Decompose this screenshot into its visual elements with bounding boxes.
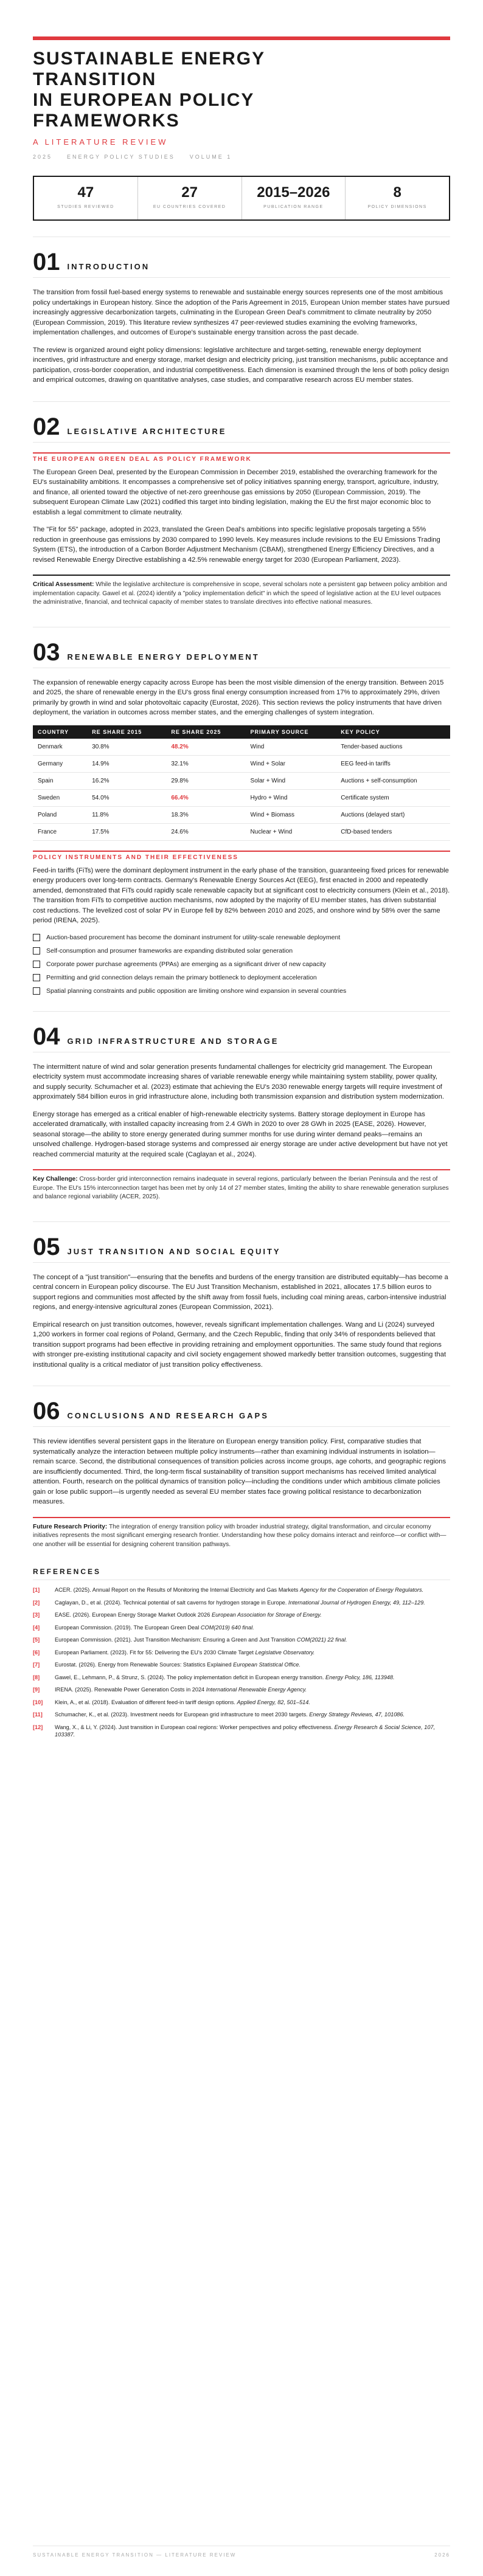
reference-item [33,1699,450,1707]
subsection-heading: POLICY INSTRUMENTS AND THEIR EFFECTIVENESS [33,851,450,861]
table-cell: 11.8% [87,806,166,823]
reference-venue: COM(2021) 22 final. [296,1637,347,1643]
checklist-item [33,987,450,995]
checkbox[interactable] [33,934,40,941]
findings-checklist [33,933,450,995]
reference-item [33,1724,450,1739]
checkbox[interactable] [33,974,40,981]
checklist-text: Auction-based procurement has become the dominant instrument for utility-scale renewable deployment [46,933,341,941]
table-cell: 24.6% [166,823,245,840]
column-header: RE SHARE 2025 [166,725,245,739]
reference-authors: European Commission. (2021). [55,1637,133,1643]
checklist-text: Self-consumption and prosumer frameworks are expanding distributed solar generation [46,947,293,955]
reference-number: [5] [33,1637,40,1643]
reference-text [55,1649,450,1657]
top-accent-rule [33,36,450,40]
title-line: FRAMEWORKS [33,111,180,131]
stat-value: 8 [393,184,401,201]
reference-authors: Schumacher, K., et al. (2023). [55,1711,129,1718]
table-cell: 54.0% [87,789,166,806]
column-header: COUNTRY [33,725,87,739]
reference-item [33,1636,450,1644]
section-heading [33,1235,450,1263]
table-row [33,772,450,789]
reference-number: [8] [33,1674,40,1680]
table-cell: Germany [33,755,87,772]
reference-item [33,1711,450,1719]
stat-range [242,177,346,219]
paragraph: Feed-in tariffs (FiTs) were the dominant deployment instrument in the early phase of the transition, guaranteeing fixed prices for renewable energy producers over long-term contracts. Germany's Renewable Energy Sources Act (EEG), first enacted in 2000 and repeatedly amended, demonstrated that FiTs could rapidly scale renewable capacity but at significant cost to electricity consumers (Klein et al., 2018). The transition from FiTs to competitive auction mechanisms, now adopted by the majority of EU member states, has driven substantial cost reductions. The levelized cost of solar PV in Europe fell by 82% between 2010 and 2025, and onshore wind by 58% over the same period (IRENA, 2025). [33,866,450,924]
table-header-row [33,725,450,739]
reference-authors: IRENA. (2025). [55,1687,93,1693]
reference-item [33,1649,450,1657]
table-cell: Auctions (delayed start) [336,806,450,823]
table-cell: Nuclear + Wind [246,823,336,840]
references-title: REFERENCES [33,1567,450,1580]
paragraph: The expansion of renewable energy capacity across Europe has been the most visible dimension of the energy transition. Between 2015 and 2025, the share of renewable energy in the EU's gross final energy consumption increased from 17% to approximately 29%, driven primarily by growth in wind and solar photovoltaic capacity (Eurostat, 2026). This section reviews the policy instruments that have driven deployment, the variation in outcomes across member states, and the emerging challenges of system integration. [33,679,444,716]
section-number: 04 [33,1023,60,1050]
reference-venue: Energy Policy, 186, 113948. [325,1674,395,1680]
table-cell: EEG feed-in tariffs [336,755,450,772]
checklist-item [33,933,450,942]
checklist-text: Permitting and grid connection delays remain the primary bottleneck to deployment acceleration [46,973,317,981]
reference-number: [9] [33,1687,40,1693]
table-cell: France [33,823,87,840]
reference-text [55,1586,450,1594]
table-row [33,823,450,840]
table-cell: 29.8% [166,772,245,789]
document-meta [33,154,450,160]
page-footer [33,2546,450,2558]
table-cell: Tender-based auctions [336,739,450,756]
table-row [33,789,450,806]
stat-value: 2015–2026 [257,184,330,201]
section-title: RENEWABLE ENERGY DEPLOYMENT [67,652,260,661]
stat-label: PUBLICATION RANGE [263,205,324,209]
callout-label: Key Challenge: [33,1176,78,1183]
reference-title: Just Transition Mechanism: Ensuring a Green and Just Transition [133,1637,296,1643]
reference-venue: International Journal of Hydrogen Energy, 49, 112–129. [288,1599,425,1606]
column-header: RE SHARE 2015 [87,725,166,739]
stat-countries [138,177,242,219]
reference-title: European Energy Storage Market Outlook 2026 [92,1612,210,1618]
future-research-callout [33,1517,450,1553]
reference-authors: European Parliament. (2023). [55,1649,128,1656]
paragraph: The transition from fossil fuel-based energy systems to renewable and sustainable energy sources represents one of the most ambitious policy undertakings in European history. Since the adoption of the Paris Agreement in 2015, European Union member states have pursued increasingly aggressive decarbonization targets, culminating in the European Green Deal's commitment to climate neutrality by 2050 (European Commission, 2019). This literature review synthesizes 47 peer-reviewed studies examining the evolving frameworks, implementation challenges, and outcomes of Europe's sustainable energy transition across the past decade. [33,289,450,336]
key-challenge-callout [33,1169,450,1206]
section-just-transition [33,1235,450,1370]
title-line: IN EUROPEAN POLICY [33,90,255,110]
table-cell: 16.2% [87,772,166,789]
section-renewable-deployment [33,638,450,995]
reference-number: [3] [33,1612,40,1618]
table-row [33,739,450,756]
reference-venue: Energy Strategy Reviews, 47, 101086. [309,1711,405,1718]
section-heading [33,415,450,443]
reference-item [33,1586,450,1594]
stat-label: EU COUNTRIES COVERED [153,205,226,209]
paragraph: The review is organized around eight policy dimensions: legislative architecture and target-setting, renewable energy deployment incentives, grid infrastructure and energy storage, market design and electricity pricing, just transition mechanisms, public acceptance and participation, cross-border cooperation, and industrial competitiveness. Each dimension is examined through the lens of both policy design and empirical outcomes, drawing on quantitative analyses, case studies, and comparative research across EU member states. [33,346,450,384]
section-number: 05 [33,1233,60,1260]
reference-text [55,1674,450,1682]
stat-label: POLICY DIMENSIONS [367,205,427,209]
stat-dimensions [346,177,449,219]
table-cell: Sweden [33,789,87,806]
reference-number: [6] [33,1649,40,1656]
checklist-text: Corporate power purchase agreements (PPAs) are emerging as a significant driver of new capacity [46,960,326,968]
checkbox[interactable] [33,947,40,955]
reference-title: Annual Report on the Results of Monitoring the Internal Electricity and Gas Markets [92,1587,299,1593]
checkbox[interactable] [33,987,40,995]
table-cell: Poland [33,806,87,823]
table-cell: 17.5% [87,823,166,840]
reference-text [55,1686,450,1694]
subsection-heading: THE EUROPEAN GREEN DEAL AS POLICY FRAMEWORK [33,452,450,463]
reference-authors: European Commission. (2019). [55,1624,133,1631]
reference-number: [10] [33,1699,43,1705]
title-line: TRANSITION [33,69,157,89]
reference-item [33,1599,450,1607]
document-title [33,49,450,131]
section-title: LEGISLATIVE ARCHITECTURE [67,426,227,436]
section-heading [33,1400,450,1427]
column-header: PRIMARY SOURCE [246,725,336,739]
reference-authors: Caglayan, D., et al. (2024). [55,1599,122,1606]
meta-series: ENERGY POLICY STUDIES [67,154,175,160]
callout-label: Critical Assessment: [33,581,94,588]
reference-text [55,1624,450,1632]
table-row [33,806,450,823]
paragraph: Empirical research on just transition outcomes, however, reveals significant implementation challenges. Wang and Li (2024) surveyed 1,200 workers in former coal regions of Poland, Germany, and the Czech Republic, finding that only 34% of respondents believed that transition support programs had been effective in providing retraining and employment opportunities. The same study found that regions with stronger pre-existing institutional capacity and civil society engagement showed markedly better transition outcomes, suggesting that institutional quality is a critical mediator of just transition policy effectiveness. [33,1321,447,1369]
footer-year: 2026 [434,2552,450,2558]
reference-title: Technical potential of salt caverns for hydrogen storage in Europe. [123,1599,287,1606]
table-cell: Certificate system [336,789,450,806]
section-title: INTRODUCTION [67,262,150,271]
reference-item [33,1624,450,1632]
callout-text: Cross-border grid interconnection remains inadequate in several regions, particularly between the Iberian Peninsula and the rest of Europe. The EU's 15% interconnection target has been met by only 14 of 27 member states, limiting the ability to share renewable generation surpluses and balance regional variability (ACER, 2025). [33,1176,449,1200]
table-cell: Spain [33,772,87,789]
paragraph: The concept of a "just transition"—ensuring that the benefits and burdens of the energy transition are distributed equitably—has become a central concern in European policy discourse. The EU Just Transition Mechanism, established in 2021, allocates 17.5 billion euros to support regions and communities most affected by the shift away from fossil fuels, including coal mining areas, carbon-intensive industrial regions, and energy-intensive agricultural zones (European Commission, 2021). [33,1273,448,1311]
footer-title: SUSTAINABLE ENERGY TRANSITION — LITERATURE REVIEW [33,2552,237,2558]
reference-venue: European Association for Storage of Energy. [211,1612,322,1618]
stat-value: 47 [77,184,94,201]
reference-text [55,1699,450,1707]
callout-text: While the legislative architecture is comprehensive in scope, several scholars note a persistent gap between policy ambition and implementation capacity. Gawel et al. (2024) identify a "policy implementation deficit" in which the speed of legislative action at the EU level outpaces the administrative, financial, and technical capacity of member states to translate directives into effective national measures. [33,581,447,606]
table-cell: Hydro + Wind [246,789,336,806]
section-title: JUST TRANSITION AND SOCIAL EQUITY [67,1246,281,1256]
reference-item [33,1674,450,1682]
section-grid-infrastructure [33,1025,450,1206]
reference-title: Evaluation of different feed-in tariff design options. [111,1699,235,1705]
reference-title: Fit for 55: Delivering the EU's 2030 Climate Target [130,1649,254,1656]
divider [33,1011,450,1012]
reference-title: The policy implementation deficit in European energy transition. [167,1674,324,1680]
table-cell: Wind + Solar [246,755,336,772]
section-number: 01 [33,249,60,275]
checklist-item [33,947,450,955]
reference-number: [11] [33,1711,43,1718]
reference-number: [1] [33,1587,40,1593]
stat-studies [34,177,138,219]
callout-label: Future Research Priority: [33,1523,108,1530]
reference-venue: Agency for the Cooperation of Energy Regulators. [299,1587,424,1593]
table-cell: 14.9% [87,755,166,772]
reference-text [55,1611,450,1619]
table-cell: Solar + Wind [246,772,336,789]
section-heading [33,250,450,278]
stats-panel [33,176,450,221]
checklist-item [33,960,450,969]
table-cell: Auctions + self-consumption [336,772,450,789]
reference-item [33,1686,450,1694]
paragraph: The "Fit for 55" package, adopted in 2023, translated the Green Deal's ambitions into specific legislative proposals targeting a 55% reduction in greenhouse gas emissions by 2030 compared to 1990 levels. Key measures include revisions to the EU Emissions Trading System (ETS), the introduction of a Carbon Border Adjustment Mechanism (CBAM), strengthened Energy Efficiency Directives, and a revised Renewable Energy Directive establishing a 42.5% renewable energy target for 2030 (European Parliament, 2023). [33,526,440,564]
title-line: SUSTAINABLE ENERGY [33,49,266,69]
reference-venue: Legislative Observatory. [255,1649,315,1656]
reference-item [33,1611,450,1619]
checkbox[interactable] [33,961,40,968]
table-cell: CfD-based tenders [336,823,450,840]
reference-venue: European Statistical Office. [233,1662,301,1668]
reference-authors: EASE. (2026). [55,1612,91,1618]
paragraph: Energy storage has emerged as a critical enabler of high-renewable electricity systems. Battery storage deployment in Europe has accelerated dramatically, with installed capacity increasing from 2.4 GWh in 2020 to over 28 GWh in 2025 (EASE, 2026). However, seasonal storage—the ability to store energy generated during summer months for use during winter demand peaks—remains an unsolved challenge. Hydrogen-based storage systems and compressed air energy storage are under active development but have not yet reached commercial maturity at the required scale (Caglayan et al., 2024). [33,1110,448,1158]
table-cell: 18.3% [166,806,245,823]
checklist-text: Spatial planning constraints and public opposition are limiting onshore wind expansion in several countries [46,987,347,995]
table-cell: Wind [246,739,336,756]
section-number: 03 [33,638,60,666]
section-conclusions [33,1400,450,1553]
reference-venue: Applied Energy, 82, 501–514. [237,1699,310,1705]
reference-authors: Klein, A., et al. (2018). [55,1699,110,1705]
reference-authors: Gawel, E., Lehmann, P., & Strunz, S. (2024). [55,1674,165,1680]
reference-text [55,1724,450,1739]
stat-value: 27 [181,184,198,201]
reference-venue: International Renewable Energy Agency. [206,1687,307,1693]
reference-venue: COM(2019) 640 final. [200,1624,254,1631]
reference-text [55,1711,450,1719]
reference-number: [2] [33,1599,40,1606]
reference-authors: Wang, X., & Li, Y. (2024). [55,1724,117,1730]
section-number: 02 [33,413,60,440]
references-section [33,1567,450,1739]
paragraph: The European Green Deal, presented by the European Commission in December 2019, established the overarching framework for the EU's sustainability ambitions. It encompasses a comprehensive set of policy initiatives spanning energy, transport, agriculture, industry, and finance, all oriented toward the objective of net-zero greenhouse gas emissions by 2050 (European Commission, 2019). The subsequent European Climate Law (2021) codified this target into binding legislation, making the EU the first major economic bloc to establish a legal commitment to climate neutrality. [33,468,439,516]
stat-label: STUDIES REVIEWED [57,205,114,209]
reference-text [55,1661,450,1669]
section-title: CONCLUSIONS AND RESEARCH GAPS [67,1411,269,1420]
table-cell: 66.4% [166,789,245,806]
section-heading [33,1025,450,1052]
reference-title: Energy from Renewable Sources: Statistics Explained [98,1662,232,1668]
reference-number: [4] [33,1624,40,1631]
table-cell: 30.8% [87,739,166,756]
reference-title: Investment needs for European grid infrastructure to meet 2030 targets. [130,1711,308,1718]
paragraph: This review identifies several persistent gaps in the literature on European energy transition policy. First, comparative studies that systematically analyze the interaction between multiple policy instruments—rather than examining individual instruments in isolation—remain scarce. Second, the distributional consequences of transition policies across income groups, age cohorts, and geographic regions are insufficiently documented. Third, the long-term fiscal sustainability of transition support mechanisms has received limited analytical attention. Fourth, research on the political dynamics of transition policy—including the conditions under which ambitious climate policies gain or lose public support—is urgently needed as several EU member states face growing political resistance to decarbonization measures. [33,1438,447,1505]
table-cell: Wind + Biomass [246,806,336,823]
table-row [33,755,450,772]
table-cell: 32.1% [166,755,245,772]
reference-authors: ACER. (2025). [55,1587,91,1593]
checklist-item [33,973,450,982]
renewable-share-table [33,725,450,841]
critical-assessment-callout [33,575,450,611]
section-introduction [33,250,450,385]
reference-title: Just transition in European coal regions: Worker perspectives and policy effectiveness. [119,1724,333,1730]
section-title: GRID INFRASTRUCTURE AND STORAGE [67,1036,279,1046]
divider [33,401,450,402]
reference-venue: Energy Research & Social Science, 107, 103387. [55,1724,436,1738]
section-legislative-architecture [33,415,450,611]
reference-text [55,1636,450,1644]
paragraph: The intermittent nature of wind and solar generation presents fundamental challenges for electricity grid management. The European electricity system must accommodate increasing shares of variable renewable energy while maintaining system stability, power quality, and supply security. Schumacher et al. (2023) estimate that achieving the EU's 2030 renewable energy targets will require investment of approximately 584 billion euros in grid infrastructure alone, including both transmission expansion and distribution system modernization. [33,1063,444,1100]
table-cell: Denmark [33,739,87,756]
meta-volume: VOLUME 1 [189,154,232,160]
section-heading [33,638,450,668]
reference-item [33,1661,450,1669]
reference-authors: Eurostat. (2026). [55,1662,97,1668]
section-number: 06 [33,1398,60,1424]
meta-year: 2025 [33,154,53,160]
reference-title: The European Green Deal [133,1624,200,1631]
reference-text [55,1599,450,1607]
table-cell: 48.2% [166,739,245,756]
document-subtitle: A LITERATURE REVIEW [33,137,169,147]
reference-title: Renewable Power Generation Costs in 2024 [94,1687,205,1693]
callout-text: The integration of energy transition policy with broader industrial strategy, digital transformation, and circular economy initiatives represents the most significant emerging research frontier. Understanding how these policy domains interact and reinforce—or conflict with—one another will be essential for designing coherent transition pathways. [33,1523,447,1548]
reference-number: [7] [33,1662,40,1668]
reference-list [33,1586,450,1739]
divider [33,1221,450,1222]
reference-number: [12] [33,1724,43,1730]
column-header: KEY POLICY [336,725,450,739]
